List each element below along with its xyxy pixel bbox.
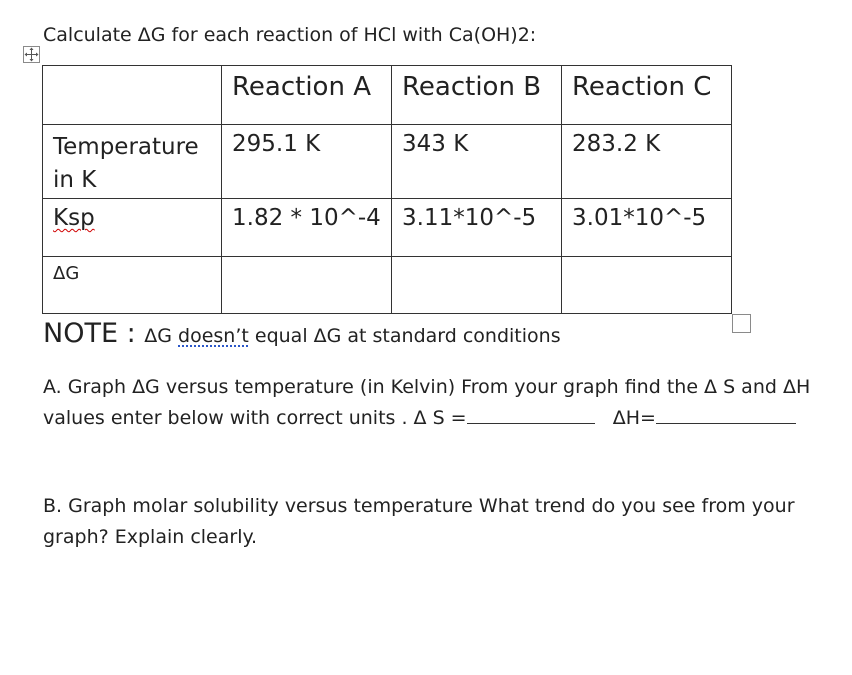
ksp-reaction-c[interactable]: 3.01*10^-5 — [562, 199, 732, 257]
reaction-data-table — [42, 65, 732, 314]
delta-g-reaction-c[interactable] — [562, 257, 732, 314]
header-cell-empty[interactable] — [43, 66, 222, 125]
table-move-handle[interactable] — [23, 46, 40, 63]
ksp-spellcheck-text: Ksp — [53, 205, 95, 231]
note-underlined-word: doesn’t — [178, 325, 249, 347]
delta-s-answer-blank[interactable] — [467, 407, 595, 424]
question-b-text: B. Graph molar solubility versus temperature What trend do you see from your graph? Explain clearly. — [43, 495, 795, 548]
note-prefix: NOTE : — [43, 318, 145, 349]
note-line — [43, 318, 561, 349]
table-row-ksp — [43, 199, 732, 257]
question-a-text: A. Graph ΔG versus temperature (in Kelvin) From your graph find the Δ S and ΔH values enter below with correct units . Δ S = — [43, 376, 811, 429]
delta-g-reaction-a[interactable] — [222, 257, 392, 314]
move-arrows-icon — [24, 47, 39, 62]
question-b — [43, 491, 813, 553]
ksp-reaction-b[interactable]: 3.11*10^-5 — [392, 199, 562, 257]
header-reaction-a[interactable]: Reaction A — [222, 66, 392, 125]
note-text-end: equal ΔG at standard conditions — [248, 325, 561, 347]
table-row-delta-g — [43, 257, 732, 314]
row-label-delta-g[interactable]: ΔG — [43, 257, 222, 314]
table-header-row — [43, 66, 732, 125]
temperature-reaction-b[interactable]: 343 K — [392, 125, 562, 199]
delta-h-label: ΔH= — [612, 407, 656, 429]
row-label-temperature[interactable]: Temperature in K — [43, 125, 222, 199]
page-heading: Calculate ΔG for each reaction of HCl with Ca(OH)2: — [43, 24, 537, 46]
table-end-marker[interactable] — [732, 314, 751, 333]
ksp-reaction-a[interactable]: 1.82 * 10^-4 — [222, 199, 392, 257]
header-reaction-c[interactable]: Reaction C — [562, 66, 732, 125]
delta-h-answer-blank[interactable] — [656, 407, 796, 424]
row-label-ksp[interactable] — [43, 199, 222, 257]
delta-g-reaction-b[interactable] — [392, 257, 562, 314]
note-text-start: ΔG — [144, 325, 179, 347]
temperature-reaction-c[interactable]: 283.2 K — [562, 125, 732, 199]
header-reaction-b[interactable]: Reaction B — [392, 66, 562, 125]
temperature-reaction-a[interactable]: 295.1 K — [222, 125, 392, 199]
table-row-temperature — [43, 125, 732, 199]
question-a — [43, 372, 813, 434]
